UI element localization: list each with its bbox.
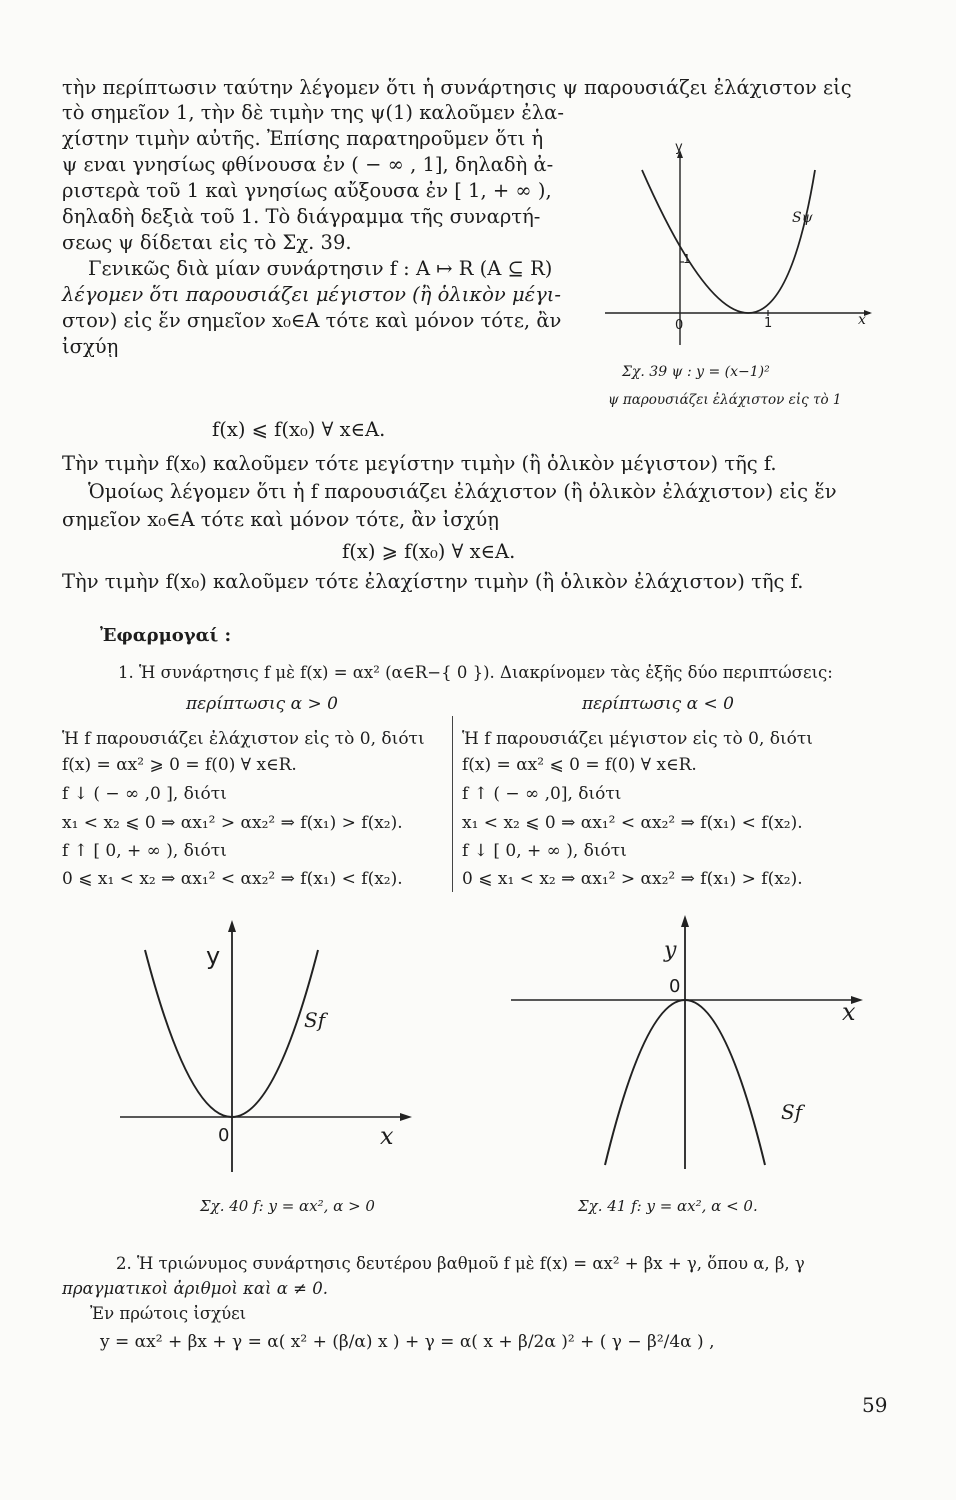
case-right-line: x₁ < x₂ ⩽ 0 ⇒ αx₁² < αx₂² ⇒ f(x₁) < f(x₂). — [462, 813, 803, 833]
case-left-line: f ↑ [ 0, + ∞ ), διότι — [62, 841, 227, 861]
text-line: δηλαδὴ δεξιὰ τοῦ 1. Τὸ διάγραμμα τῆς συναρτή- — [62, 205, 541, 228]
fig40-curve-label: Sf — [304, 1008, 326, 1032]
fig41-y-label: y — [664, 938, 677, 963]
final-formula: y = αx² + βx + γ = α( x² + (β/α) x ) + γ = α( x + β/2α )² + ( γ − β²/4α ) , — [100, 1332, 715, 1352]
page-number: 59 — [862, 1393, 888, 1417]
case-left-title: περίπτωσις α > 0 — [186, 694, 338, 714]
text-line: στον) εἰς ἕν σημεῖον x₀∈A τότε καὶ μόνον τότε, ἂν — [62, 309, 562, 332]
case-left-line: f ↓ ( − ∞ ,0 ], διότι — [62, 784, 227, 804]
application-1: 1. Ἡ συνάρτησις f μὲ f(x) = αx² (α∈R−{ 0 }). Διακρίνομεν τὰς ἑξῆς δύο περιπτώσεις: — [118, 663, 833, 682]
fig39-caption-sub: ψ παρουσιάζει ἐλάχιστον εἰς τὸ 1 — [608, 392, 842, 408]
fig41-caption: Σχ. 41 f: y = αx², α < 0. — [578, 1197, 758, 1215]
case-right-line: f ↓ [ 0, + ∞ ), διότι — [462, 841, 627, 861]
case-right-line: f(x) = αx² ⩽ 0 = f(0) ∀ x∈R. — [462, 755, 697, 775]
fig39-tick-x: 1 — [764, 316, 773, 331]
fig39-tick-y: 1 — [683, 252, 691, 266]
case-left-line: 0 ⩽ x₁ < x₂ ⇒ αx₁² < αx₂² ⇒ f(x₁) < f(x₂). — [62, 869, 403, 889]
application-2-cont: πραγματικοὶ ἀριθμοὶ καὶ α ≠ 0. — [62, 1279, 328, 1298]
application-2: 2. Ἡ τριώνυμος συνάρτησις δευτέρου βαθμοῦ f μὲ f(x) = αx² + βx + γ, ὅπου α, β, γ — [116, 1254, 805, 1273]
case-left-line: x₁ < x₂ ⩽ 0 ⇒ αx₁² > αx₂² ⇒ f(x₁) > f(x₂). — [62, 813, 403, 833]
text-line: τὸ σημεῖον 1, τὴν δὲ τιμὴν της ψ(1) καλοῦμεν ἐλα- — [62, 101, 564, 124]
fig39-origin-label: 0 — [675, 318, 684, 333]
case-right-line: Ἡ f παρουσιάζει μέγιστον εἰς τὸ 0, διότι — [462, 729, 813, 749]
text-line: Γενικῶς διὰ μίαν συνάρτησιν f : A ↦ R (A ⊆ R) — [88, 257, 553, 280]
fig41-origin-label: 0 — [669, 976, 681, 997]
text-line: Τὴν τιμὴν f(x₀) καλοῦμεν τότε μεγίστην τιμὴν (ἢ ὁλικὸν μέγιστον) τῆς f. — [62, 452, 777, 475]
case-left-line: f(x) = αx² ⩾ 0 = f(0) ∀ x∈R. — [62, 755, 297, 775]
fig41-x-label: x — [842, 998, 856, 1026]
text-line: Ὁμοίως λέγομεν ὅτι ἡ f παρουσιάζει ἐλάχιστον (ἢ ὁλικὸν ἐλάχιστον) εἰς ἕν — [88, 480, 837, 503]
text-line: ριστερὰ τοῦ 1 καὶ γνησίως αὔξουσα ἐν [ 1, + ∞ ), — [62, 179, 552, 202]
fig39-curve — [642, 170, 815, 313]
text-line: ἰσχύῃ — [62, 335, 119, 358]
fig40-caption: Σχ. 40 f: y = αx², α > 0 — [200, 1197, 375, 1215]
case-right-line: 0 ⩽ x₁ < x₂ ⇒ αx₁² > αx₂² ⇒ f(x₁) > f(x₂). — [462, 869, 803, 889]
case-divider — [452, 716, 453, 892]
text-line: τὴν περίπτωσιν ταύτην λέγομεν ὅτι ἡ συνάρτησις ψ παρουσιάζει ἐλάχιστον εἰς — [62, 76, 852, 99]
fig40-x-label: x — [380, 1122, 394, 1150]
text-line: λέγομεν ὅτι παρουσιάζει μέγιστον (ἢ ὁλικὸν μέγι- — [62, 283, 561, 306]
text-line: χίστην τιμὴν αὐτῆς. Ἐπίσης παρατηροῦμεν ὅτι ἡ — [62, 127, 544, 150]
fig39-x-label: x — [858, 312, 866, 328]
fig40-y-label: y — [206, 942, 221, 970]
formula-max: f(x) ⩽ f(x₀) ∀ x∈A. — [212, 418, 386, 441]
figure-40 — [120, 920, 420, 1180]
text-line: σεως ψ δίδεται εἰς τὸ Σχ. 39. — [62, 231, 352, 254]
fig41-curve-label: Sf — [781, 1100, 803, 1124]
formula-min: f(x) ⩾ f(x₀) ∀ x∈A. — [342, 540, 516, 563]
fig39-curve-label: Sψ — [792, 210, 813, 226]
text-line: Τὴν τιμὴν f(x₀) καλοῦμεν τότε ἐλαχίστην τιμὴν (ἢ ὁλικὸν ἐλάχιστον) τῆς f. — [62, 570, 804, 593]
text-line: ψ εναι γνησίως φθίνουσα ἐν ( − ∞ , 1], δηλαδὴ ἀ- — [62, 153, 554, 176]
case-right-title: περίπτωσις α < 0 — [582, 694, 734, 714]
fig39-caption: Σχ. 39 ψ : y = (x−1)² — [622, 364, 770, 380]
figure-41 — [505, 915, 875, 1175]
applications-heading: Ἐφαρμογαί : — [100, 625, 232, 646]
case-left-line: Ἡ f παρουσιάζει ἐλάχιστον εἰς τὸ 0, διότι — [62, 729, 425, 749]
fig39-y-label: y — [675, 140, 683, 155]
fig40-origin-label: 0 — [218, 1125, 230, 1146]
text-line: Ἐν πρώτοις ἰσχύει — [90, 1304, 247, 1323]
case-right-line: f ↑ ( − ∞ ,0], διότι — [462, 784, 622, 804]
text-line: σημεῖον x₀∈A τότε καὶ μόνον τότε, ἂν ἰσχύῃ — [62, 508, 499, 531]
